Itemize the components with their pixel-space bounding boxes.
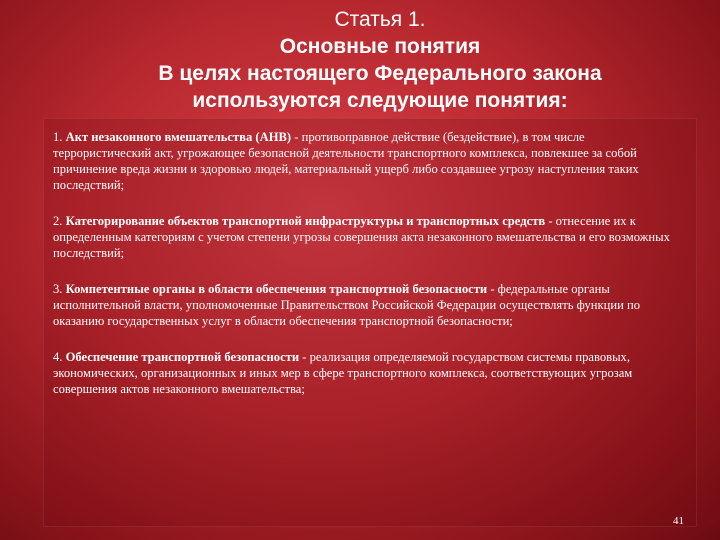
- page-number: 41: [673, 515, 684, 527]
- definition-term: Акт незаконного вмешательства (АНВ): [65, 130, 292, 144]
- definition-item: [53, 281, 685, 329]
- definition-text: - противоправное действие (бездействие), в том числе террористический акт, угрожающее безопасной деятельности транспортного комплекса, повлекшее за собой причинение вреда жизни и здоровью людей, материальный ущерб либо создавшее угрозу наступления таких последствий;: [53, 130, 639, 192]
- title-concepts-line: Основные понятия: [279, 35, 481, 58]
- definition-number: 2.: [53, 214, 63, 228]
- definition-term: Обеспечение транспортной безопасности: [65, 350, 300, 364]
- title-terms-line: используются следующие понятия:: [192, 89, 568, 112]
- definition-number: 3.: [53, 282, 63, 296]
- slide-title: [60, 6, 700, 114]
- definition-text: - отнесение их к определенным категориям с учетом степени угрозы совершения акта незаконного вмешательства и его возможных последствий;: [53, 214, 670, 260]
- definition-number: 1.: [53, 130, 63, 144]
- title-purpose-line: В целях настоящего Федерального закона: [158, 62, 602, 85]
- definitions-list: [53, 129, 685, 417]
- definition-number: 4.: [53, 350, 63, 364]
- definition-term: Категорирование объектов транспортной инфраструктуры и транспортных средств: [65, 214, 546, 228]
- definition-text: - реализация определяемой государством системы правовых, экономических, организационных и иных мер в сфере транспортного комплекса, соответствующих угрозам совершения актов незаконного вмешательства;: [53, 350, 633, 396]
- definition-text: - федеральные органы исполнительной власти, уполномоченные Правительством Российской Федерации осуществлять функции по оказанию государственных услуг в области обеспечения транспортной безопасности;: [53, 282, 641, 328]
- definition-item: [53, 349, 685, 397]
- definition-item: [53, 129, 685, 193]
- title-article-line: Статья 1.: [334, 8, 426, 31]
- definition-term: Компетентные органы в области обеспечения транспортной безопасности: [65, 282, 488, 296]
- definition-item: [53, 213, 685, 261]
